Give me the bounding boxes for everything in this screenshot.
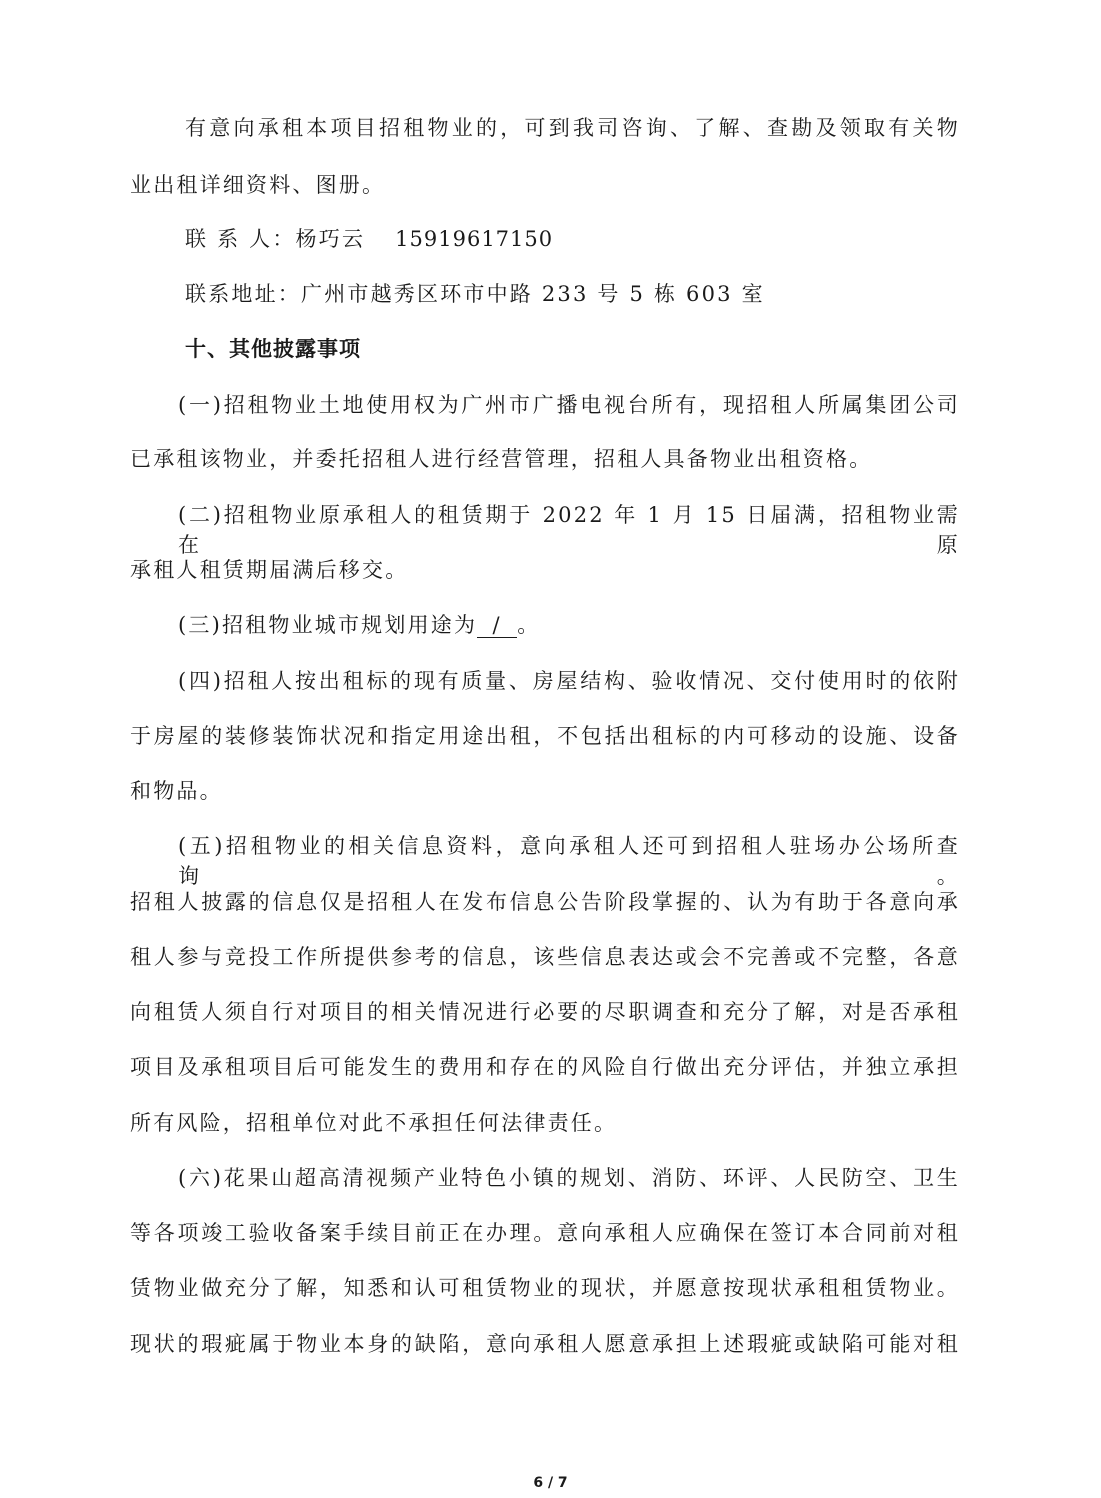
page-number: 6 / 7 [533,1475,568,1491]
para-2-line-1: (二)招租物业原承租人的租赁期于 2022 年 1 月 15 日届满，招租物业需在原 [178,503,960,557]
para-3-text: (三)招租物业城市规划用途为 [178,613,478,637]
section-title: 十、其他披露事项 [185,337,361,361]
para-1-line-1: (一)招租物业土地使用权为广州市广播电视台所有，现招租人所属集团公司 [178,393,960,417]
intro-line-1: 有意向承租本项目招租物业的，可到我司咨询、了解、查勘及领取有关物 [185,116,960,140]
para-4-line-1: (四)招租人按出租标的现有质量、房屋结构、验收情况、交付使用时的依附 [178,669,960,693]
planning-use-value: / [477,613,517,638]
para-5-line-5: 项目及承租项目后可能发生的费用和存在的风险自行做出充分评估，并独立承担 [130,1055,960,1079]
contact-label: 联 系 人：杨巧云 [185,227,366,251]
para-3-end: 。 [517,613,541,637]
para-5-line-2: 招租人披露的信息仅是招租人在发布信息公告阶段掌握的、认为有助于各意向承 [130,890,960,914]
para-6-line-1: (六)花果山超高清视频产业特色小镇的规划、消防、环评、人民防空、卫生 [178,1166,960,1190]
para-5-line-6: 所有风险，招租单位对此不承担任何法律责任。 [130,1111,618,1135]
para-5-line-3: 租人参与竞投工作所提供参考的信息，该些信息表达或会不完善或不完整，各意 [130,945,960,969]
para-6-line-3: 赁物业做充分了解，知悉和认可租赁物业的现状，并愿意按现状承租租赁物业。 [130,1276,960,1300]
contact-phone: 15919617150 [395,227,554,251]
para-6-line-2: 等各项竣工验收备案手续目前正在办理。意向承租人应确保在签订本合同前对租 [130,1221,960,1245]
contact-person [185,224,960,254]
contact-address: 联系地址：广州市越秀区环市中路 233 号 5 栋 603 室 [185,282,765,306]
para-5-line-4: 向租赁人须自行对项目的相关情况进行必要的尽职调查和充分了解，对是否承租 [130,1000,960,1024]
para-4-line-3: 和物品。 [130,779,223,803]
para-2-line-2: 承租人租赁期届满后移交。 [130,558,409,582]
para-4-line-2: 于房屋的装修装饰状况和指定用途出租，不包括出租标的内可移动的设施、设备 [130,724,960,748]
para-5-line-1: (五)招租物业的相关信息资料，意向承租人还可到招租人驻场办公场所查询。 [178,834,960,888]
para-1-line-2: 已承租该物业，并委托招租人进行经营管理，招租人具备物业出租资格。 [130,447,873,471]
para-3 [178,610,960,640]
intro-line-2: 业出租详细资料、图册。 [130,173,386,197]
para-6-line-4: 现状的瑕疵属于物业本身的缺陷，意向承租人愿意承担上述瑕疵或缺陷可能对租 [130,1332,960,1356]
